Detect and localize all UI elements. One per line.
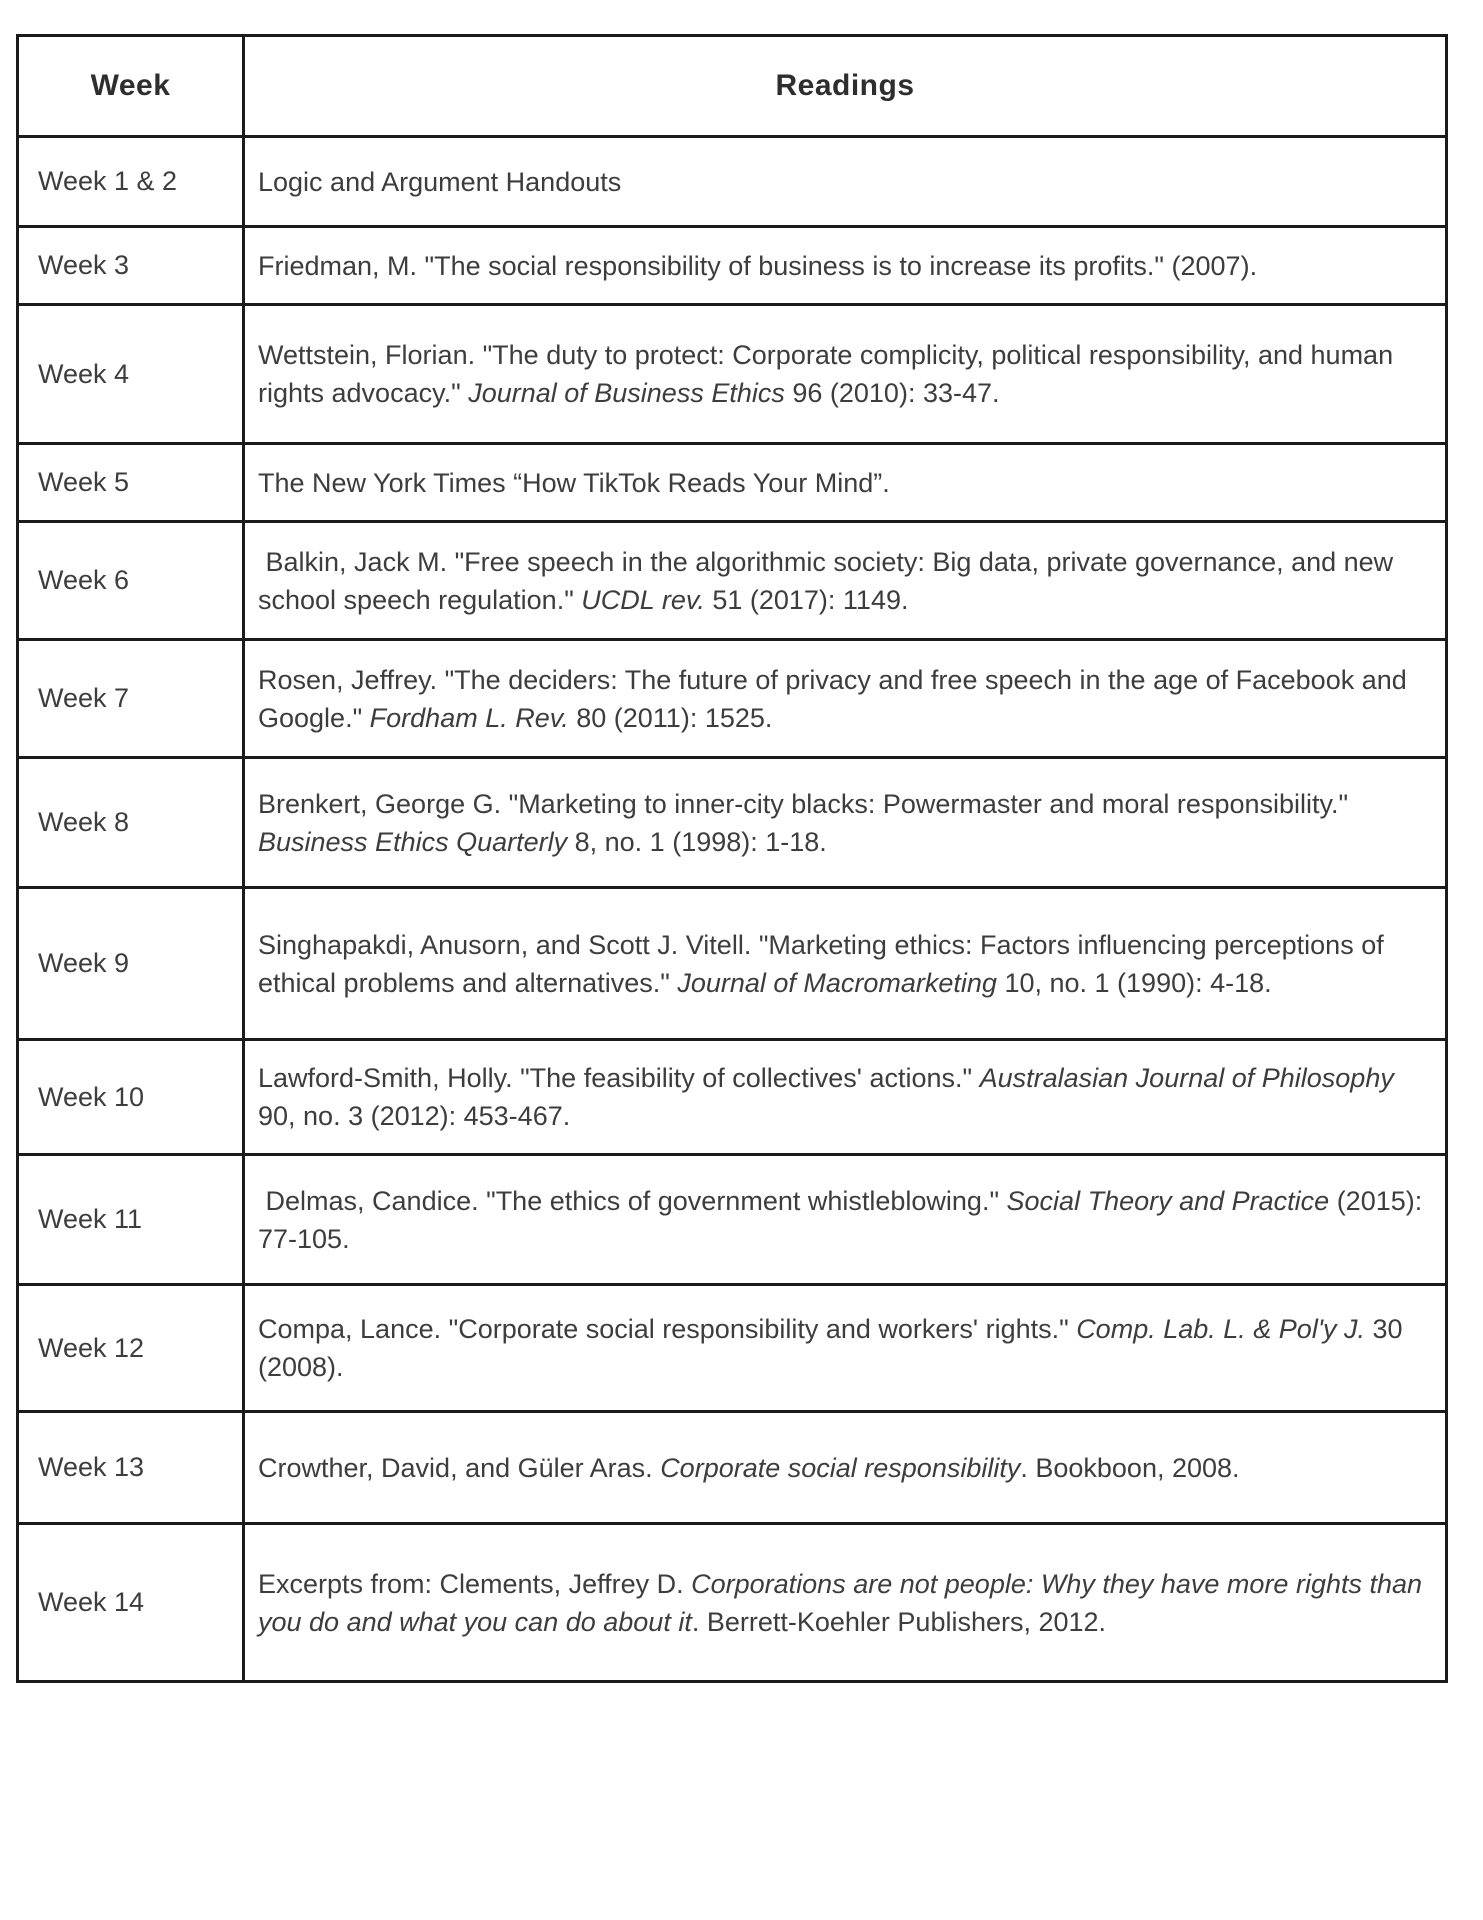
reading-segment-italic: Social Theory and Practice [1006, 1185, 1330, 1216]
table-row [18, 1524, 1447, 1682]
reading-segment: 10, no. 1 (1990): 4-18. [996, 967, 1272, 998]
table-row [18, 227, 1447, 305]
column-header-readings: Readings [244, 36, 1447, 137]
reading-segment-italic: Fordham L. Rev. [369, 702, 569, 733]
table-row [18, 1412, 1447, 1524]
table-row [18, 305, 1447, 444]
reading-cell [244, 522, 1447, 640]
table-row [18, 1040, 1447, 1155]
reading-cell [244, 444, 1447, 522]
reading-segment-italic: Journal of Business Ethics [468, 378, 785, 408]
table-row [18, 137, 1447, 227]
reading-segment: Friedman, M. "The social responsibility of business is to increase its profits." (2007). [258, 250, 1258, 281]
reading-cell [244, 1524, 1447, 1682]
reading-segment: Crowther, David, and Güler Aras. [258, 1452, 661, 1483]
reading-segment: 96 (2010): 33-47. [784, 378, 1000, 408]
reading-cell [244, 888, 1447, 1040]
table-row [18, 1155, 1447, 1285]
reading-segment-italic: Corporate social responsibility [660, 1452, 1021, 1483]
syllabus-readings-table [16, 34, 1448, 1683]
table-row [18, 1285, 1447, 1412]
reading-cell [244, 640, 1447, 758]
reading-segment: . Bookboon, 2008. [1020, 1452, 1240, 1483]
week-cell: Week 10 [18, 1040, 244, 1155]
reading-cell [244, 1412, 1447, 1524]
week-cell: Week 14 [18, 1524, 244, 1682]
reading-segment: Compa, Lance. "Corporate social responsibility and workers' rights." [258, 1314, 1077, 1344]
reading-segment: 80 (2011): 1525. [568, 702, 773, 733]
week-cell: Week 1 & 2 [18, 137, 244, 227]
reading-cell [244, 305, 1447, 444]
week-cell: Week 8 [18, 758, 244, 888]
reading-segment: The New York Times “How TikTok Reads Your Mind”. [258, 467, 890, 498]
reading-segment: 90, no. 3 (2012): 453-467. [258, 1063, 1402, 1131]
reading-segment-italic: Comp. Lab. L. & Pol'y J. [1076, 1314, 1365, 1344]
reading-segment: Excerpts from: Clements, Jeffrey D. [258, 1568, 692, 1599]
reading-segment: Delmas, Candice. "The ethics of government whistleblowing." [258, 1185, 1007, 1216]
header-row [18, 36, 1447, 137]
week-cell: Week 13 [18, 1412, 244, 1524]
reading-segment-italic: Corporations are not people: Why they have more rights than you do and what you can do about it [258, 1568, 1430, 1637]
week-cell: Week 3 [18, 227, 244, 305]
week-cell: Week 7 [18, 640, 244, 758]
table-row [18, 758, 1447, 888]
reading-cell [244, 227, 1447, 305]
reading-segment: Lawford-Smith, Holly. "The feasibility of collectives' actions." [258, 1063, 980, 1093]
reading-segment: Logic and Argument Handouts [258, 166, 622, 197]
reading-segment: 30 (2008). [258, 1314, 1411, 1382]
week-cell: Week 6 [18, 522, 244, 640]
week-cell: Week 12 [18, 1285, 244, 1412]
reading-cell [244, 1040, 1447, 1155]
week-cell: Week 5 [18, 444, 244, 522]
reading-segment: 8, no. 1 (1998): 1-18. [567, 826, 827, 857]
reading-segment: 51 (2017): 1149. [704, 584, 909, 615]
reading-segment-italic: UCDL rev. [581, 584, 705, 615]
reading-segment: (2015): 77-105. [258, 1185, 1430, 1254]
reading-cell [244, 1285, 1447, 1412]
reading-cell [244, 1155, 1447, 1285]
table-row [18, 444, 1447, 522]
reading-segment: Singhapakdi, Anusorn, and Scott J. Vitell. "Marketing ethics: Factors influencing perceptions of ethical problems and alternatives." [258, 929, 1392, 998]
reading-segment: Rosen, Jeffrey. "The deciders: The future of privacy and free speech in the age of Facebook and Google." [258, 664, 1415, 733]
reading-segment-italic: Journal of Macromarketing [677, 967, 997, 998]
reading-segment-italic: Australasian Journal of Philosophy [979, 1063, 1394, 1093]
reading-segment: . Berrett-Koehler Publishers, 2012. [691, 1606, 1107, 1637]
reading-segment: Wettstein, Florian. "The duty to protect: Corporate complicity, political responsibility, and human rights advocacy." [258, 340, 1401, 408]
table-row [18, 522, 1447, 640]
table-header [18, 36, 1447, 137]
reading-cell [244, 137, 1447, 227]
week-cell: Week 11 [18, 1155, 244, 1285]
week-cell: Week 4 [18, 305, 244, 444]
reading-segment-italic: Business Ethics Quarterly [258, 826, 568, 857]
column-header-week: Week [18, 36, 244, 137]
week-cell: Week 9 [18, 888, 244, 1040]
reading-segment: Brenkert, George G. "Marketing to inner-city blacks: Powermaster and moral responsibility." [258, 788, 1356, 819]
readings-table-body [18, 137, 1447, 1682]
table-row [18, 888, 1447, 1040]
reading-cell [244, 758, 1447, 888]
table-row [18, 640, 1447, 758]
reading-segment: Balkin, Jack M. "Free speech in the algorithmic society: Big data, private governance, and new school speech regulation." [258, 546, 1401, 615]
